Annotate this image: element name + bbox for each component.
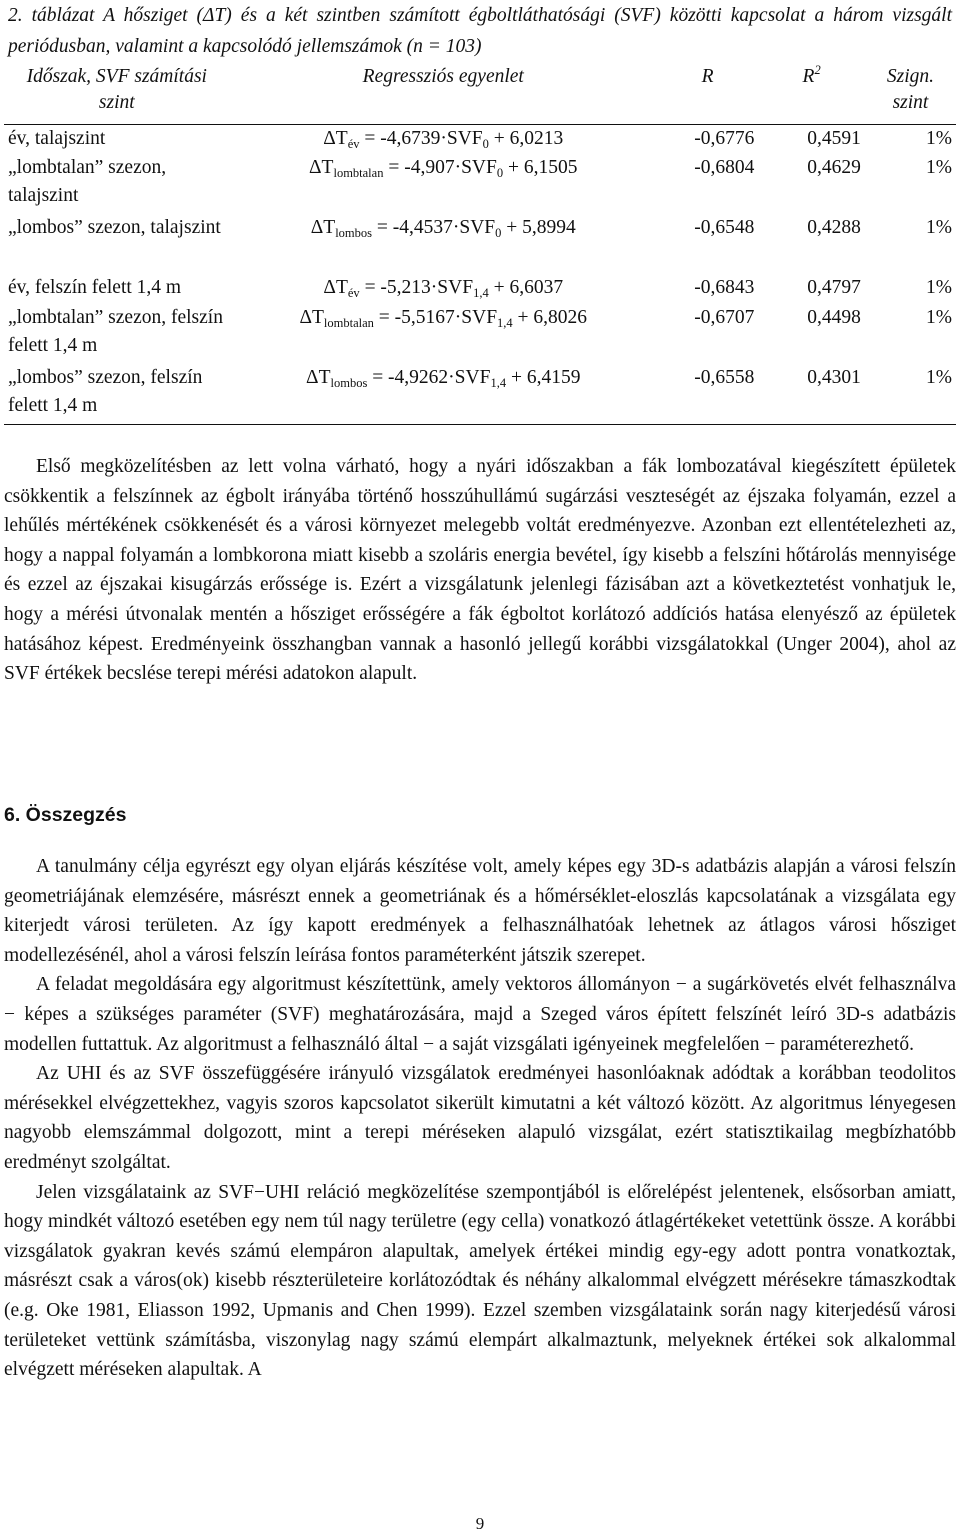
regression-equation xyxy=(230,304,657,364)
eq-rhs: + 6,0213 xyxy=(488,127,564,149)
cell-r: -0,6843 xyxy=(694,277,755,298)
header-sign: Szign. szint xyxy=(865,64,956,124)
cell-r2: 0,4629 xyxy=(807,157,861,178)
eq-mid-sub: 1,4 xyxy=(497,316,513,330)
table-row xyxy=(4,214,956,274)
regression-equation xyxy=(230,124,657,154)
cell-r: -0,6558 xyxy=(657,364,758,424)
summary-paragraph: A tanulmány célja egyrészt egy olyan eljárás készítése volt, amely képes egy 3D-s adatbázis alapján a városi felszín geometriájának elemzésére, másrészt ennek a geometriának és a hőmérséklet-eloszlás kapcsolatának a vizsgálata egy kiterjedt városi területen. Az így kapott eredmények a felhasználhatóak lehetnek az átlagos városi hősziget modellezésénél, ahol a városi felszín leírása fontos paraméterként játszik szerepet. xyxy=(4,856,956,966)
eq-mid: = -4,4537·SVF xyxy=(372,217,496,238)
eq-lhs-sub: lombtalan xyxy=(333,166,384,180)
eq-lhs: ΔT xyxy=(309,157,334,178)
table-row xyxy=(4,124,956,154)
eq-rhs: + 6,1505 xyxy=(503,157,578,178)
row-label: „lombtalan” szezon, talajszint xyxy=(8,157,167,206)
eq-rhs: + 5,8994 xyxy=(501,217,576,238)
intro-section xyxy=(4,452,956,689)
regression-equation xyxy=(230,364,657,424)
header-r: R xyxy=(657,64,758,124)
header-r2-base: R xyxy=(802,66,815,87)
eq-lhs: ΔT xyxy=(306,367,331,388)
eq-mid-sub: 1,4 xyxy=(490,376,507,390)
cell-r2: 0,4288 xyxy=(807,217,861,238)
section-heading: 6. Összegzés xyxy=(4,804,127,826)
cell-r2: 0,4591 xyxy=(807,127,861,149)
row-label: „lombos” szezon, felszín felett 1,4 m xyxy=(4,364,230,424)
eq-lhs: ΔT xyxy=(299,307,324,328)
eq-rhs: + 6,4159 xyxy=(506,367,581,388)
header-r2 xyxy=(758,64,865,124)
cell-sign: 1% xyxy=(926,277,952,298)
row-label: „lombtalan” szezon, felszín felett 1,4 m xyxy=(8,307,223,356)
eq-mid: = -4,6739·SVF xyxy=(359,127,483,149)
table-header-row xyxy=(4,64,956,124)
table-row xyxy=(4,364,956,424)
table-row xyxy=(4,274,956,304)
cell-r2: 0,4498 xyxy=(807,307,861,328)
cell-r: -0,6776 xyxy=(694,127,755,149)
eq-rhs: + 6,6037 xyxy=(488,277,564,298)
row-label: év, felszín felett 1,4 m xyxy=(8,277,182,298)
intro-paragraph: Első megközelítésben az lett volna várható, hogy a nyári időszakban a fák lombozatával kiegészített épületek csökkentik a felszínnek az égbolt irányába történő hosszúhullámú sugárzási veszteségét az éjszaka folyamán, ezzel a lehűlés mértékének csökkenését és a városi környezet melegebb voltát eredményezve. Azonban ezt ellentételezheti az, hogy a nappal folyamán a lombkorona miatt kisebb a szoláris energia bevétel, így kisebb a felszíni hőtárolás mennyisége és ezzel az éjszakai kisugárzás erőssége is. Ezért a vizsgálatunk jelenlegi fázisában azt a következtetést vonhatjuk le, hogy a mérési útvonalak mentén a hősziget erősségére a fák égboltot korlátozó addíciós hatása elenyésző az épületek hatásához képest. Eredményeink összhangban vannak a hasonló jellegű korábbi vizsgálatokkal (Unger 2004), ahol az SVF értékek becslése terepi mérési adatokon alapult. xyxy=(4,456,956,685)
eq-mid: = -4,907·SVF xyxy=(383,157,497,178)
table-row xyxy=(4,304,956,364)
header-period: Időszak, SVF számítási szint xyxy=(4,64,230,124)
cell-sign: 1% xyxy=(926,157,952,178)
eq-mid-sub: 0 xyxy=(496,166,504,180)
eq-lhs-sub: lombtalan xyxy=(323,316,374,330)
eq-mid: = -5,5167·SVF xyxy=(373,307,498,328)
regression-equation xyxy=(230,154,657,214)
eq-rhs: + 6,8026 xyxy=(512,307,588,328)
row-label: év, talajszint xyxy=(8,127,106,149)
cell-sign: 1% xyxy=(865,364,956,424)
eq-lhs-sub: év xyxy=(347,136,360,151)
cell-sign: 1% xyxy=(926,127,952,149)
header-r2-exponent: 2 xyxy=(814,63,821,77)
cell-sign: 1% xyxy=(926,307,952,328)
regression-equation xyxy=(230,214,657,274)
eq-lhs: ΔT xyxy=(310,217,336,238)
eq-lhs-sub: év xyxy=(347,286,360,300)
row-label: „lombos” szezon, talajszint xyxy=(8,217,221,238)
summary-section xyxy=(4,852,956,1385)
summary-paragraph: Jelen vizsgálataink az SVF−UHI reláció megközelítése szempontjából is előrelépést jelentenek, elsősorban amiatt, hogy mindkét változó esetében egy nem túl nagy területre (egy cella) vonatkozó átlagértékeket vetettünk össze. A korábbi vizsgálatok gyakran kevés számú elempáron alapultak, amelyek értékei mindig egy-egy adott pontra vonatkoztak, másrészt csak a város(ok) kisebb részterületeire korlátozódtak és néhány alkalommal elvégzett mérésekre támaszkodtak (e.g. Oke 1981, Eliasson 1992, Upmanis and Chen 1999). Ezzel szemben vizsgálataink során nagy kiterjedésű városi területeket vettünk számításba, viszonylag nagy számú elempárt alkalmaztunk, melyeknek értékei sok alkalommal elvégzett méréseken alapultak. A xyxy=(4,1181,956,1381)
cell-r2: 0,4301 xyxy=(758,364,865,424)
summary-paragraph: A feladat megoldására egy algoritmust készítettünk, amely vektoros állományon − a sugárkövetés elvét felhasználva − képes a szükséges paraméter (SVF) meghatározására, majd a Szeged város épített felszínét leíró 3D-s adatbázis modellen futtattuk. Az algoritmust a felhasználó által − a saját vizsgálati igényeinek megfelelően − paraméterezhető. xyxy=(4,974,956,1055)
cell-r: -0,6548 xyxy=(694,217,755,238)
table-row xyxy=(4,154,956,214)
summary-paragraph: Az UHI és az SVF összefüggésére irányuló vizsgálatok eredményei hasonlóaknak adódtak a korábban teodolitos mérésekkel elvégzettekhez, vagyis szoros kapcsolatot sikerült kimutatni a két változó között. Az algoritmus lényegesen nagyobb elemszámmal dolgozott, mint a terepi méréseken alapuló vizsgálat, ezért statisztikailag megbízhatóbb eredményt szolgáltat. xyxy=(4,1063,956,1173)
cell-r: -0,6804 xyxy=(694,157,755,178)
eq-lhs-sub: lombos xyxy=(330,376,368,390)
header-equation: Regressziós egyenlet xyxy=(230,64,657,124)
cell-r: -0,6707 xyxy=(694,307,755,328)
eq-mid-sub: 0 xyxy=(495,226,502,240)
eq-lhs: ΔT xyxy=(323,127,348,149)
regression-equation xyxy=(230,274,657,304)
cell-r2: 0,4797 xyxy=(807,277,861,298)
eq-mid: = -5,213·SVF xyxy=(359,277,474,298)
eq-mid: = -4,9262·SVF xyxy=(367,367,491,388)
eq-lhs-sub: lombos xyxy=(335,226,372,240)
page-number: 9 xyxy=(475,1514,485,1533)
eq-lhs: ΔT xyxy=(323,277,348,298)
regression-table xyxy=(4,64,956,425)
eq-mid-sub: 1,4 xyxy=(473,286,489,300)
cell-sign: 1% xyxy=(926,217,952,238)
table-caption: 2. táblázat A hősziget (ΔT) és a két szintben számított égboltláthatósági (SVF) közötti kapcsolat a három vizsgált periódusban, valamint a kapcsolódó jellemszámok (n = 103) xyxy=(8,5,952,57)
eq-mid-sub: 0 xyxy=(482,136,489,151)
